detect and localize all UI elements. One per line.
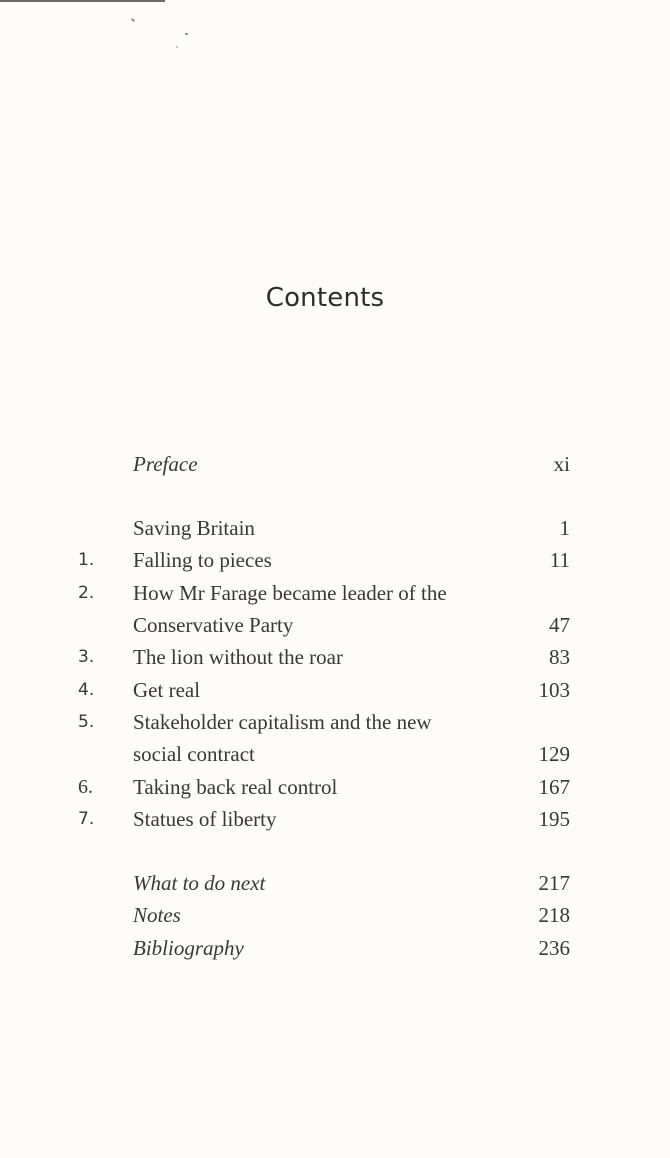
toc-entry-bibliography[interactable]	[0, 932, 670, 964]
toc-entry-chapter-5-continued[interactable]	[0, 738, 670, 770]
chapter-number: 2.	[78, 583, 95, 603]
toc-entry-page: 129	[538, 742, 570, 766]
toc-entry-title: Saving Britain	[133, 516, 255, 540]
toc-entry-title: How Mr Farage became leader of the	[133, 581, 447, 605]
toc-entry-page: 1	[559, 516, 570, 540]
toc-entry-chapter-6[interactable]	[0, 771, 670, 803]
toc-entry-title: Notes	[133, 903, 181, 927]
toc-entry-chapter-3[interactable]	[0, 641, 670, 673]
toc-entry-title: What to do next	[133, 871, 266, 895]
toc-entry-chapter-1[interactable]	[0, 544, 670, 576]
toc-entry-page: 218	[538, 903, 570, 927]
chapter-number: 7.	[78, 809, 95, 829]
toc-entry-title: Stakeholder capitalism and the new	[133, 710, 432, 734]
toc-entry-page: 217	[538, 871, 570, 895]
toc-entry-title: Falling to pieces	[133, 548, 272, 572]
toc-entry-page: 195	[538, 807, 570, 831]
toc-entry-chapter-2[interactable]	[0, 577, 670, 609]
chapter-number: 3.	[78, 647, 95, 667]
chapter-number: 6.	[78, 776, 93, 798]
toc-entry-title: Preface	[133, 452, 198, 476]
toc-entry-page: 11	[549, 548, 570, 572]
chapter-number: 4.	[78, 680, 95, 700]
toc-entry-page: 236	[538, 936, 570, 960]
toc-entry-title: Taking back real control	[133, 775, 338, 799]
page-title: Contents	[265, 283, 385, 313]
toc-entry-title: Statues of liberty	[133, 807, 277, 831]
toc-entry-chapter-4[interactable]	[0, 674, 670, 706]
toc-entry-preface[interactable]	[0, 448, 670, 480]
toc-entry-what-to-do-next[interactable]	[0, 867, 670, 899]
toc-entry-title-continued: social contract	[133, 742, 255, 766]
chapter-number: 1.	[78, 550, 95, 570]
toc-entry-page: 47	[549, 613, 570, 637]
toc-entry-chapter-7[interactable]	[0, 803, 670, 835]
toc-entry-chapter-2-continued[interactable]	[0, 609, 670, 641]
toc-entry-page: 103	[538, 678, 570, 702]
chapter-number: 5.	[78, 712, 95, 732]
toc-entry-chapter-5[interactable]	[0, 706, 670, 738]
toc-entry-title: The lion without the roar	[133, 645, 343, 669]
toc-entry-page: 83	[549, 645, 570, 669]
toc-entry-saving-britain[interactable]	[0, 512, 670, 544]
toc-entry-title: Bibliography	[133, 936, 244, 960]
toc-entry-page: xi	[553, 452, 570, 476]
toc-entry-notes[interactable]	[0, 899, 670, 931]
toc-entry-page: 167	[538, 775, 570, 799]
toc-entry-title: Get real	[133, 678, 201, 702]
toc-entry-title-continued: Conservative Party	[133, 613, 294, 637]
